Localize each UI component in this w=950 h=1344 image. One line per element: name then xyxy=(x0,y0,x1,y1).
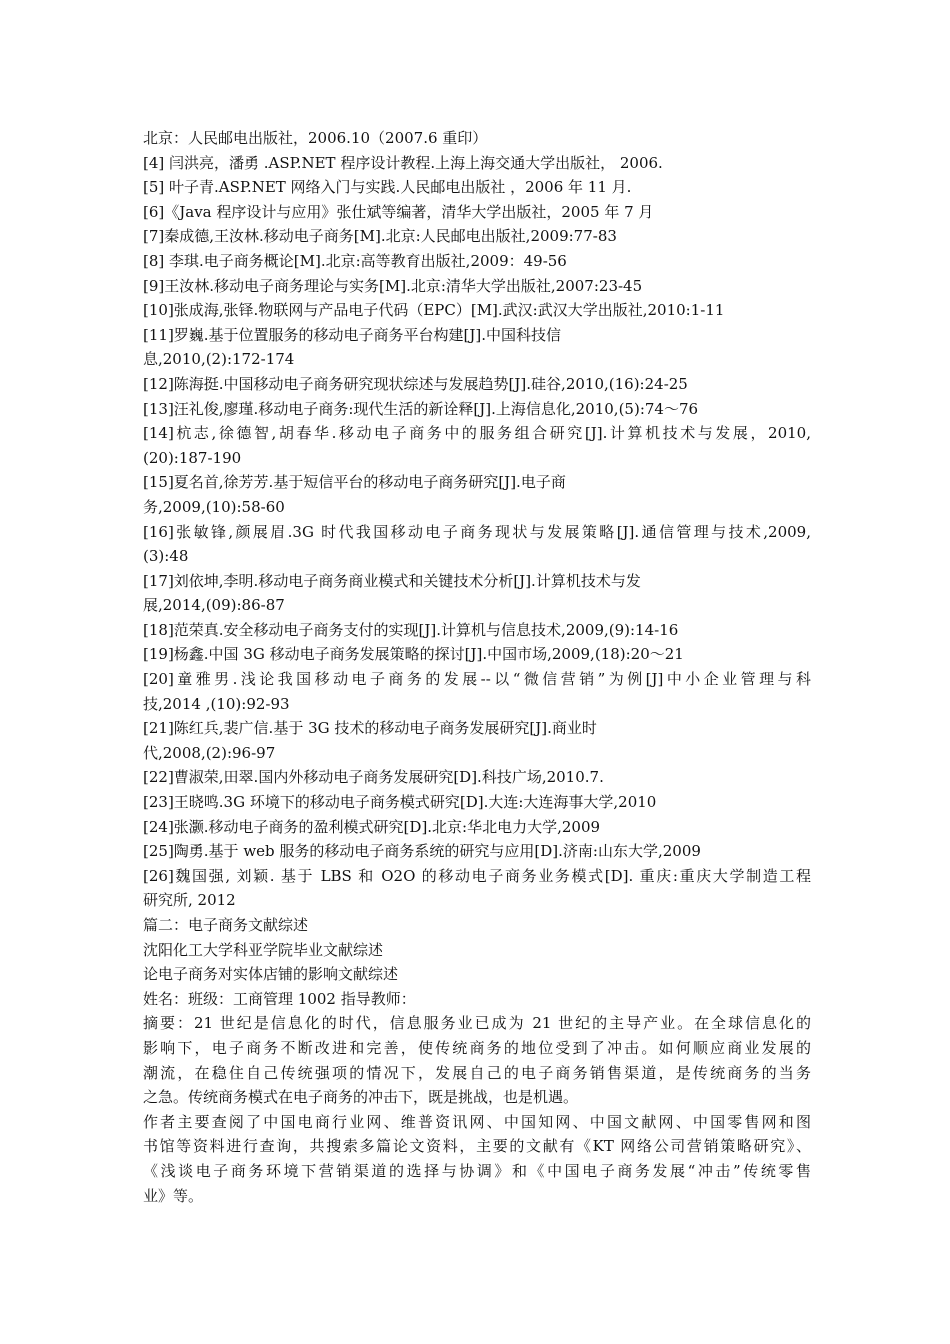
text-line: [17]刘依坤,李明.移动电子商务商业模式和关键技术分析[J].计算机技术与发 xyxy=(143,571,641,590)
text-line: 息,2010,(2):172-174 xyxy=(143,350,295,369)
text-line: 技,2014 ,(10):92-93 xyxy=(143,694,290,713)
text-line: 代,2008,(2):96-97 xyxy=(143,743,276,762)
text-line: [4] 闫洪亮，潘勇 .ASP.NET 程序设计教程.上海上海交通大学出版社， 2006. xyxy=(143,153,663,172)
text-line: [16]张敏锋,颜展眉.3G 时代我国移动电子商务现状与发展策略[J].通信管理与技术,2009, xyxy=(143,522,811,541)
text-line: 《浅谈电子商务环境下营销渠道的选择与协调》和《中国电子商务发展“冲击”传统零售 xyxy=(143,1161,811,1180)
text-line: 影响下，电子商务不断改进和完善，使传统商务的地位受到了冲击。如何顺应商业发展的 xyxy=(143,1038,811,1057)
text-line: 业》等。 xyxy=(143,1186,204,1205)
text-line: [26]魏国强, 刘颖. 基于 LBS 和 O2O 的移动电子商务业务模式[D]. 重庆:重庆大学制造工程 xyxy=(143,866,811,885)
text-line: 务,2009,(10):58-60 xyxy=(143,497,285,516)
document-body xyxy=(143,126,811,1208)
text-line: [11]罗巍.基于位置服务的移动电子商务平台构建[J].中国科技信 xyxy=(143,325,562,344)
text-line: 北京：人民邮电出版社，2006.10（2007.6 重印） xyxy=(143,129,488,147)
text-line: [18]范荣真.安全移动电子商务支付的实现[J].计算机与信息技术,2009,(9):14-16 xyxy=(143,620,679,639)
text-line: [14]杭志,徐德智,胡春华.移动电子商务中的服务组合研究[J].计算机技术与发展，2010, xyxy=(143,424,811,443)
text-line: (3):48 xyxy=(143,547,189,566)
text-line: (20):187-190 xyxy=(143,448,242,467)
text-line: 摘要：21 世纪是信息化的时代，信息服务业已成为 21 世纪的主导产业。在全球信息化的 xyxy=(143,1014,811,1033)
text-line: [9]王汝林.移动电子商务理论与实务[M].北京:清华大学出版社,2007:23-45 xyxy=(143,276,643,295)
text-line: [13]汪礼俊,廖瑾.移动电子商务:现代生活的新诠释[J].上海信息化,2010,(5):74～76 xyxy=(143,399,699,418)
text-line: [20]童雅男.浅论我国移动电子商务的发展--以“微信营销”为例[J]中小企业管理与科 xyxy=(143,670,811,689)
text-line: [5] 叶子青.ASP.NET 网络入门与实践.人民邮电出版社 ，2006 年 11 月. xyxy=(143,178,632,197)
text-line: [24]张灏.移动电子商务的盈利模式研究[D].北京:华北电力大学,2009 xyxy=(143,817,601,836)
text-line: 篇二：电子商务文献综述 xyxy=(143,916,309,934)
text-line: [7]秦成德,王汝林.移动电子商务[M].北京:人民邮电出版社,2009:77-83 xyxy=(143,227,617,246)
text-line: 沈阳化工大学科亚学院毕业文献综述 xyxy=(143,940,384,959)
text-line: [19]杨鑫.中国 3G 移动电子商务发展策略的探讨[J].中国市场,2009,(18):20～21 xyxy=(143,645,684,664)
text-line: 展,2014,(09):86-87 xyxy=(143,596,285,615)
text-line: 之急。传统商务模式在电子商务的冲击下，既是挑战，也是机遇。 xyxy=(143,1088,579,1107)
text-line: 作者主要查阅了中国电商行业网、维普资讯网、中国知网、中国文献网、中国零售网和图 xyxy=(143,1112,811,1131)
text-line: [23]王晓鸣.3G 环境下的移动电子商务模式研究[D].大连:大连海事大学,2010 xyxy=(143,793,657,812)
text-line: 姓名：班级：工商管理 1002 指导教师： xyxy=(143,989,416,1008)
text-line: [10]张成海,张铎.物联网与产品电子代码（EPC）[M].武汉:武汉大学出版社,2010:1-11 xyxy=(143,301,725,320)
text-line: [8] 李琪.电子商务概论[M].北京:高等教育出版社,2009：49-56 xyxy=(143,251,567,270)
text-line: [12]陈海挺.中国移动电子商务研究现状综述与发展趋势[J].硅谷,2010,(16):24-25 xyxy=(143,374,688,393)
text-line: 书馆等资料进行查询，共搜索多篇论文资料，主要的文献有《KT 网络公司营销策略研究》、 xyxy=(143,1137,811,1156)
text-line: [6]《Java 程序设计与应用》张仕斌等编著，清华大学出版社，2005 年 7 月 xyxy=(143,202,654,221)
text-line: [15]夏名首,徐芳芳.基于短信平台的移动电子商务研究[J].电子商 xyxy=(143,473,566,492)
text-line: 潮流，在稳住自己传统强项的情况下，发展自己的电子商务销售渠道，是传统商务的当务 xyxy=(143,1063,811,1082)
text-line: 研究所, 2012 xyxy=(143,891,236,910)
text-line: 论电子商务对实体店铺的影响文献综述 xyxy=(143,965,399,984)
text-line: [25]陶勇.基于 web 服务的移动电子商务系统的研究与应用[D].济南:山东大学,2009 xyxy=(143,842,701,861)
text-line: [21]陈红兵,裴广信.基于 3G 技术的移动电子商务发展研究[J].商业时 xyxy=(143,719,597,738)
text-line: [22]曹淑荣,田翠.国内外移动电子商务发展研究[D].科技广场,2010.7. xyxy=(143,768,604,787)
